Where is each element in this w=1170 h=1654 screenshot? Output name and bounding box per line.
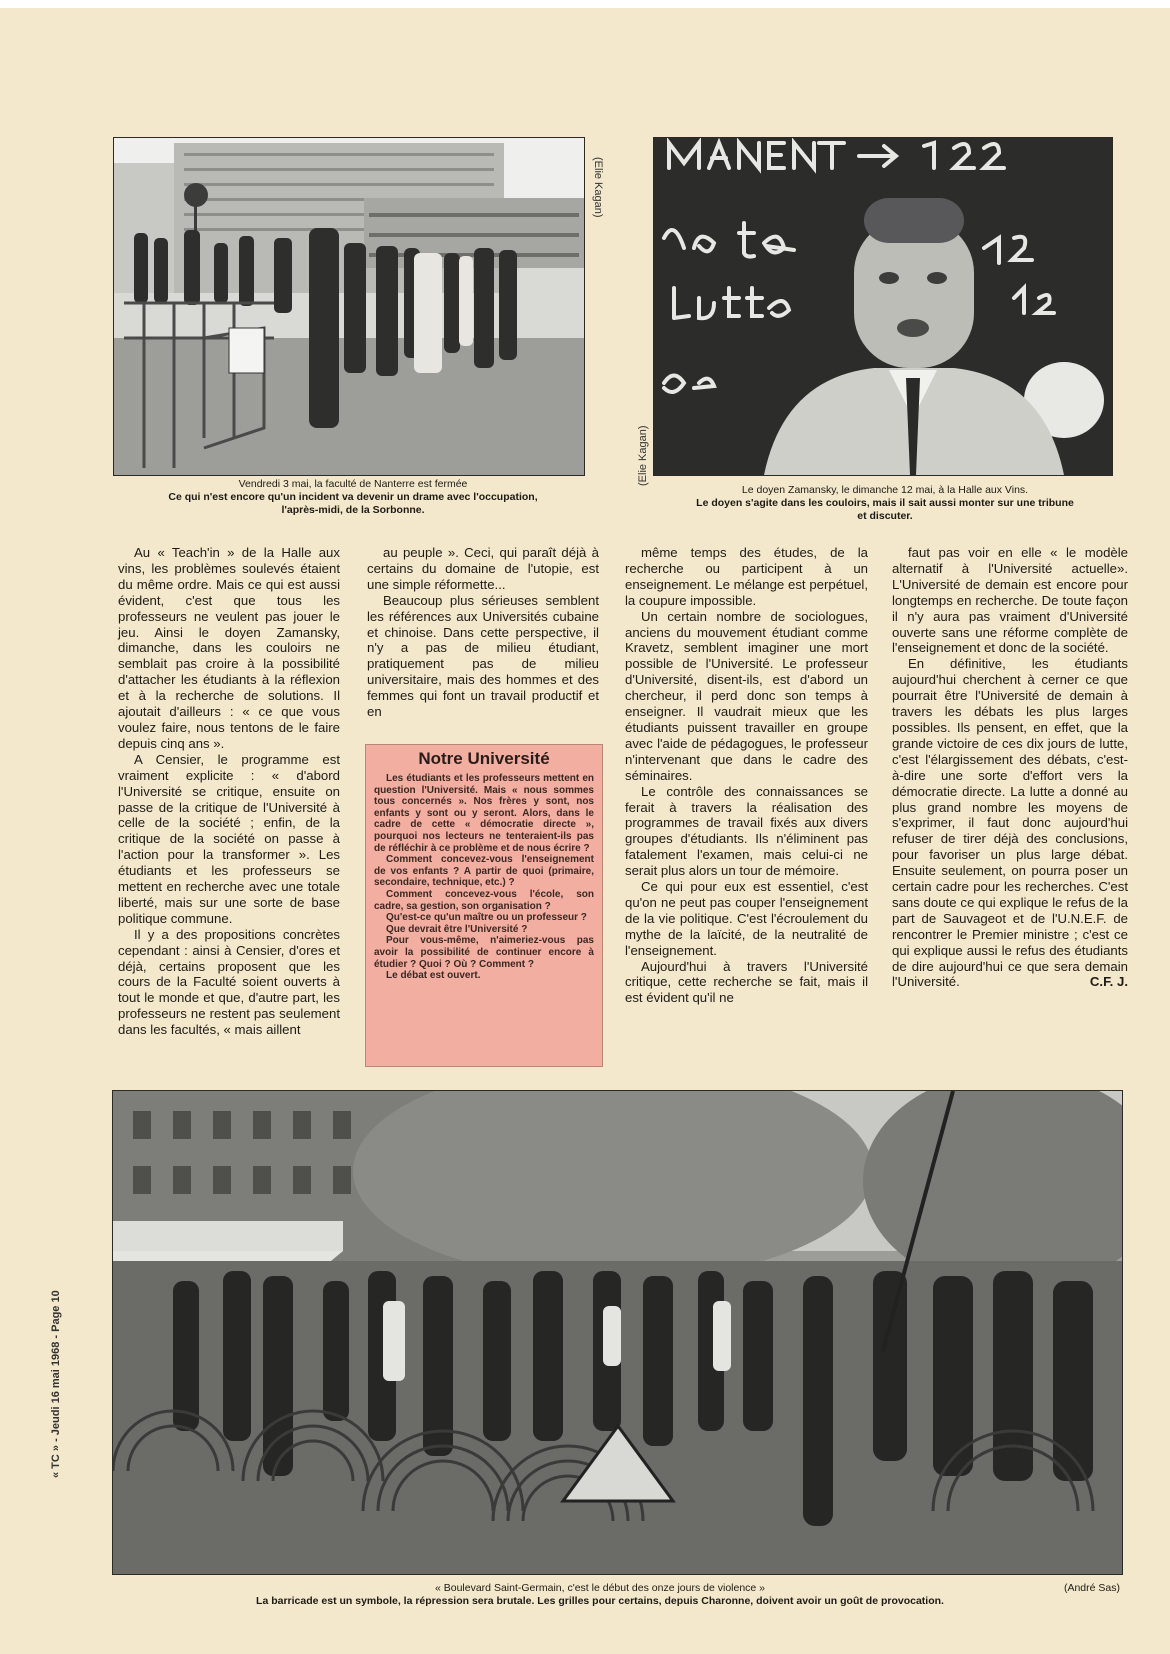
caption-line: et discuter. — [857, 510, 913, 522]
article-paragraph: Il y a des propositions concrètes cependant : ainsi à Censier, d'ores et déjà, certains proposent que les cours de la Faculté soient ouverts à tout le monde et que, d'autre part, les professeurs ne restent pas seulement dans les facultés, « mais aillent — [118, 926, 340, 1038]
photo-nanterre-credit: (Elie Kagan) — [592, 157, 604, 218]
article-paragraph: Le contrôle des connaissances se ferait à travers la réalisation des programmes de travail fixés aux divers groupes d'étudiants. Ils n'éliminent pas fatalement l'examen, mais celui-ci ne serait plus alors un tour de mémoire. — [625, 783, 868, 879]
article-paragraph: Aujourd'hui à travers l'Université critique, cette recherche se fait, mais il est évident qu'il ne — [625, 958, 868, 1006]
article-paragraph: au peuple ». Ceci, qui paraît déjà à certains du domaine de l'utopie, est une simple réformette... — [367, 545, 599, 592]
box-paragraph: Le débat est ouvert. — [386, 970, 481, 982]
photo-barricade — [112, 1090, 1123, 1575]
caption-line: Ce qui n'est encore qu'un incident va devenir un drame avec l'occupation, — [168, 491, 538, 503]
caption-line: La barricade est un symbole, la répression sera brutale. Les grilles pour certains, depuis Charonne, doivent avoir un goût de provocation. — [256, 1595, 944, 1607]
article-paragraph: En définitive, les étudiants aujourd'hui cherchent à cerner ce que pourrait être l'Université de demain à travers les débats les plus larges possibles. Ils pensent, en effet, que la grande victoire de ces dix jours de lutte, c'est l'élargissement des débats, c'est-à-dire une sorte d'effort vers la démocratie directe. La lutte a donné au plus grand nombre les moyens de s'exprimer, il faut donc aujourd'hui refuser de tirer déjà des conclusions, pour favoriser un plus large débat. Ensuite seulement, on pourra poser un certain cadre pour les recherches. C'est sans doute ce qui explique le refus de la part de Sauvageot et de l'U.N.E.F. de rencontrer le Premier ministre ; c'est ce qui explique aussi le refus des étudiants de dire aujourd'hui ce que sera demain l'Université. — [892, 656, 1128, 990]
box-paragraph: Comment concevez-vous l'enseignement de vos enfants ? A partir de quoi (primaire, secondaire, technique, etc.) ? — [374, 854, 594, 889]
notre-universite-box — [365, 744, 603, 1067]
caption-line: Le doyen s'agite dans les couloirs, mais il sait aussi monter sur une tribune — [696, 497, 1074, 509]
caption-line: l'après-midi, de la Sorbonne. — [281, 504, 425, 516]
article-column-1 — [118, 545, 340, 1038]
caption-line: « Boulevard Saint-Germain, c'est le début des onze jours de violence » — [434, 1582, 766, 1594]
photo-zamansky — [653, 137, 1113, 476]
article-column-4 — [892, 545, 1128, 990]
photo-nanterre-image — [114, 138, 584, 475]
article-paragraph: Ce qui pour eux est essentiel, c'est qu'on ne peut pas couper l'enseignement de la vie politique. C'est l'écroulement du mythe de la laïcité, de la neutralité de l'enseignement. — [625, 879, 868, 958]
box-paragraph: Les étudiants et les professeurs mettent en question l'Université. Mais « nous sommes tous concernés ». Nos frères y sont, nos enfants y sont ou y seront. Alors, dans le cadre de cette « démocratie directe », pourquoi nos lecteurs ne tenteraient-ils pas de réfléchir à ce problème et de nous écrire ? — [374, 773, 594, 854]
article-signature: C.F. J. — [1089, 974, 1128, 990]
page-footer: « TC » - Jeudi 16 mai 1968 - Page 10 — [50, 1290, 62, 1478]
article-paragraph: même temps des études, de la recherche ou participent à un enseignement. Le mélange est perpétuel, la coupure impossible. — [625, 545, 868, 608]
photo-barricade-credit: (André Sas) — [1063, 1582, 1120, 1594]
article-paragraph: Au « Teach'in » de la Halle aux vins, les problèmes soulevés étaient du même ordre. Mais ce qui est aussi évident, c'est que tous les professeurs ne veulent pas jouer le jeu. Ainsi le doyen Zamansky, dimanche, dans les couloirs ne semblait pas croire à la possibilité d'attacher les étudiants à la réflexion et à la recherche de solutions. Il ajoutait d'ailleurs : « ce que vous voulez faire, nous tentons de le faire depuis cinq ans ». — [118, 545, 340, 751]
box-title: Notre Université — [418, 749, 550, 768]
article-paragraph: Un certain nombre de sociologues, anciens du mouvement étudiant comme Kravetz, semblent imaginer une mort possible de l'Université. Le professeur d'Université, disent-ils, est d'abord un chercheur, il perd donc son temps à enseigner. Il vaudrait mieux que les étudiants puissent travailler en groupe avec l'aide de pédagogues, le professeur n'intervenant que dans le cadre des séminaires. — [625, 608, 868, 783]
box-paragraph: Pour vous-même, n'aimeriez-vous pas avoir la possibilité de continuer encore à étudier ? Quoi ? Où ? Comment ? — [374, 935, 594, 970]
article-paragraph: Beaucoup plus sérieuses semblent les références aux Universités cubaine et chinoise. Dans cette perspective, il n'y a pas de milieu étudiant, pratiquement pas de milieu universitaire, mais des hommes et des femmes qui font un travail productif et en — [367, 592, 599, 720]
article-column-3 — [625, 545, 868, 1006]
caption-line: Vendredi 3 mai, la faculté de Nanterre est fermée — [238, 478, 468, 490]
article-paragraph: A Censier, le programme est vraiment explicite : « d'abord l'Université se critique, ensuite on passe de la critique de l'Université à celle de la société ; enfin, de la critique de la société on passe à l'action pour la transformer ». Les étudiants et les professeurs se mettent en recherche avec une totale liberté, mais sur une sorte de base politique commune. — [118, 751, 340, 926]
box-paragraph: Qu'est-ce qu'un maître ou un professeur ? — [386, 912, 587, 924]
photo-nanterre-caption — [113, 478, 593, 517]
photo-zamansky-caption — [650, 484, 1120, 523]
box-paragraph: Que devrait être l'Université ? — [386, 923, 528, 935]
photo-zamansky-image — [654, 138, 1112, 475]
article-paragraph: faut pas voir en elle « le modèle alternatif à l'Université actuelle». L'Université de demain est encore pour longtemps en recherche. De toute façon il n'y aura pas vraiment d'Université ouverte sans une réforme complète de l'enseignement et donc de la société. — [892, 545, 1128, 656]
photo-zamansky-credit: (Elie Kagan) — [637, 425, 649, 486]
article-column-2 — [367, 545, 599, 720]
photo-barricade-image — [113, 1091, 1122, 1574]
caption-line: Le doyen Zamansky, le dimanche 12 mai, à la Halle aux Vins. — [741, 484, 1029, 496]
photo-barricade-caption — [150, 1582, 1050, 1608]
box-paragraph: Comment concevez-vous l'école, son cadre, sa gestion, son organisation ? — [374, 888, 594, 912]
photo-nanterre — [113, 137, 585, 476]
